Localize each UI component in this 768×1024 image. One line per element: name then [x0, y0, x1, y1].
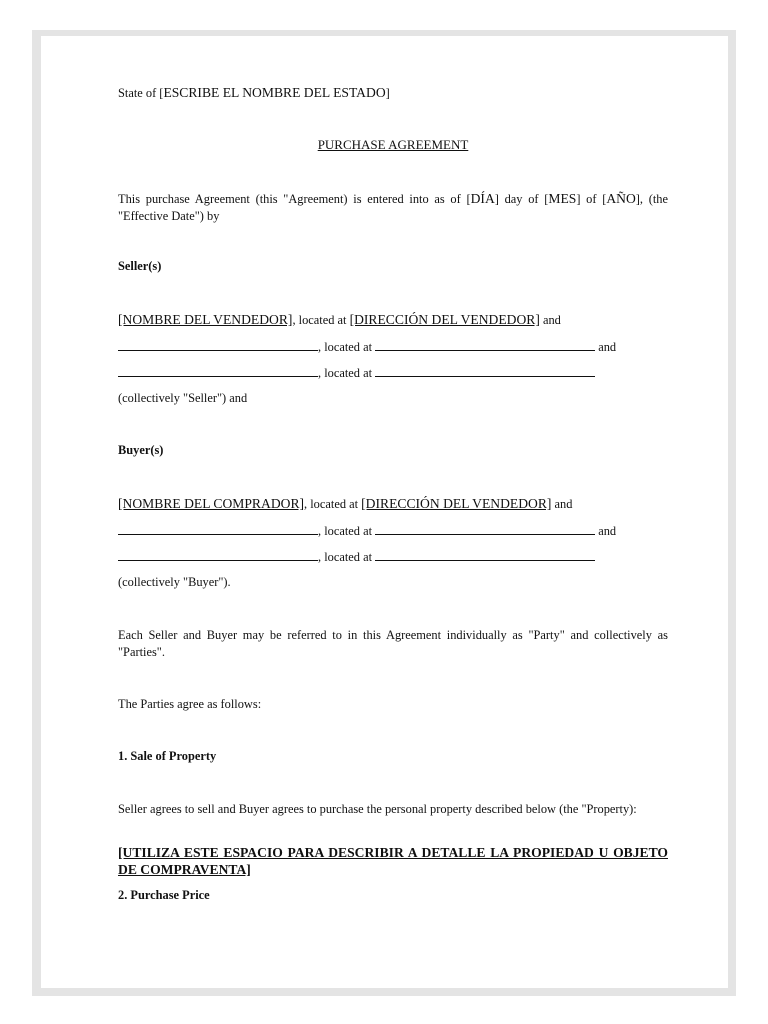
seller-line-2 — [118, 338, 668, 356]
seller-line-3 — [118, 364, 668, 382]
seller-name-blank[interactable] — [118, 364, 318, 377]
intro-text-2: ] day of [ — [494, 192, 549, 206]
intro-paragraph — [118, 190, 668, 225]
seller-name-placeholder: [NOMBRE DEL VENDEDOR] — [118, 312, 293, 327]
buyer-heading: Buyer(s) — [118, 443, 164, 457]
buyer-name-blank[interactable] — [118, 522, 318, 535]
buyer-address-blank[interactable] — [375, 522, 595, 535]
month-placeholder: MES — [548, 191, 577, 206]
located-at-text: , located at — [318, 550, 376, 564]
and-text: and — [595, 524, 617, 538]
state-placeholder: ESCRIBE EL NOMBRE DEL ESTADO — [163, 85, 386, 100]
and-text: and — [595, 340, 617, 354]
located-at-text: , located at — [318, 366, 376, 380]
parties-paragraph: Each Seller and Buyer may be referred to in this Agreement individually as "Party" and collectively as "Parties". — [118, 628, 668, 659]
state-line — [118, 84, 668, 102]
buyer-line-1 — [118, 495, 668, 513]
and-text: and — [539, 313, 561, 327]
buyer-address-placeholder: [DIRECCIÓN DEL VENDEDOR] — [361, 496, 552, 511]
located-at-text: , located at — [304, 497, 362, 511]
year-placeholder: AÑO — [606, 191, 636, 206]
document-page — [41, 36, 728, 988]
seller-address-placeholder: [DIRECCIÓN DEL VENDEDOR] — [349, 312, 540, 327]
intro-text-1: This purchase Agreement (this "Agreement) is entered into as of [ — [118, 192, 471, 206]
agree-line: The Parties agree as follows: — [118, 697, 262, 711]
seller-collectively: (collectively "Seller") and — [118, 391, 248, 405]
and-text: and — [551, 497, 573, 511]
buyer-name-placeholder: [NOMBRE DEL COMPRADOR] — [118, 496, 305, 511]
buyer-line-2 — [118, 522, 668, 540]
located-at-text: , located at — [292, 313, 350, 327]
bracket-close: ] — [385, 86, 390, 100]
buyer-line-3 — [118, 548, 668, 566]
seller-name-blank[interactable] — [118, 338, 318, 351]
property-description-placeholder: [UTILIZA ESTE ESPACIO PARA DESCRIBIR A DETALLE LA PROPIEDAD U OBJETO DE COMPRAVENTA] — [118, 845, 668, 877]
section-1-text: Seller agrees to sell and Buyer agrees to purchase the personal property described below (the "Property): — [118, 802, 637, 816]
bracket-open: [ — [159, 86, 164, 100]
seller-address-blank[interactable] — [375, 364, 595, 377]
located-at-text: , located at — [318, 524, 376, 538]
seller-heading: Seller(s) — [118, 259, 162, 273]
seller-address-blank[interactable] — [375, 338, 595, 351]
intro-text-4: ], (the "Effective Date") by — [118, 192, 668, 223]
seller-line-1 — [118, 311, 668, 329]
state-prefix: State of — [118, 86, 160, 100]
day-placeholder: DÍA — [470, 191, 495, 206]
section-2-heading: 2. Purchase Price — [118, 888, 210, 902]
section-1-heading: 1. Sale of Property — [118, 749, 217, 763]
document-title: PURCHASE AGREEMENT — [317, 137, 469, 152]
buyer-name-blank[interactable] — [118, 548, 318, 561]
buyer-collectively: (collectively "Buyer"). — [118, 575, 231, 589]
buyer-address-blank[interactable] — [375, 548, 595, 561]
intro-text-3: ] of [ — [576, 192, 607, 206]
located-at-text: , located at — [318, 340, 376, 354]
document-title-row — [118, 136, 668, 154]
page-frame — [32, 30, 736, 996]
